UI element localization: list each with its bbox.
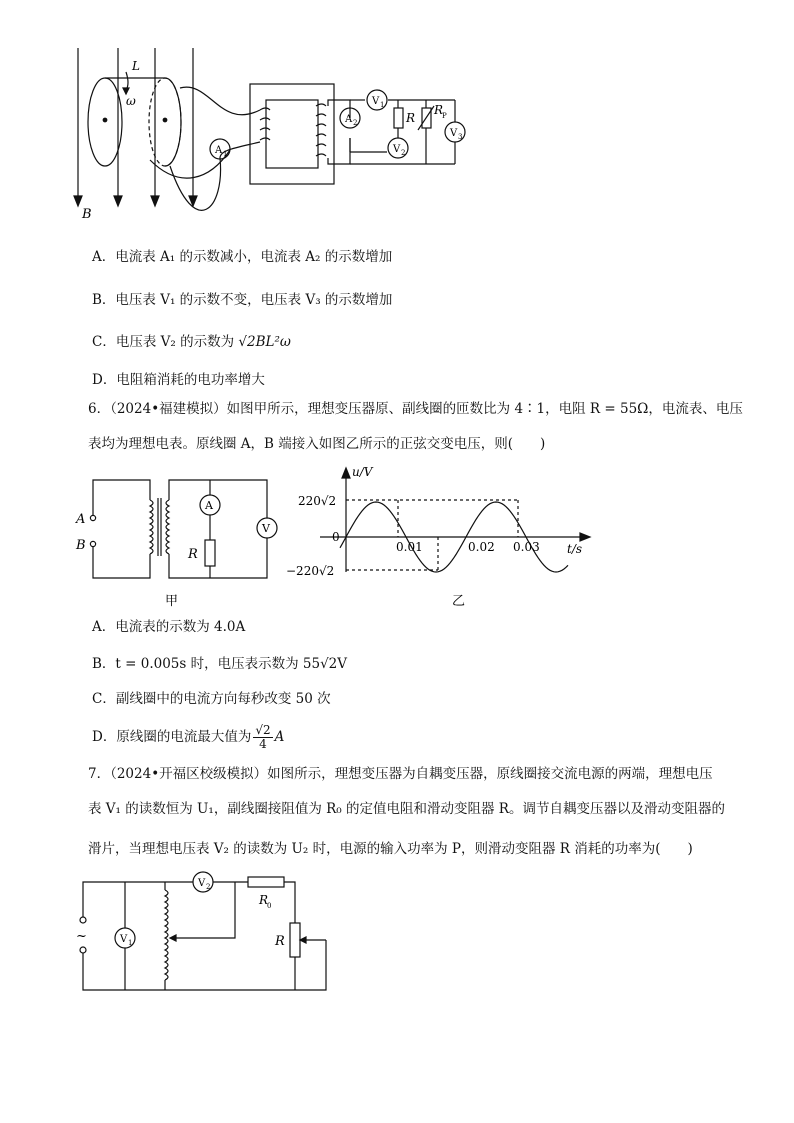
q5-label-L: L [132,59,140,73]
q5-label-R: R [406,111,416,125]
q6-option-d-fraction [253,724,272,751]
q6-label-R: R [188,547,198,562]
q6-label-t1: 0.01 [396,540,423,554]
q6-figure-yi [280,462,600,610]
q6-label-t2: 0.02 [468,540,495,554]
q6-option-d-numerator: √2 [255,723,271,737]
q5-label-V2: V [393,144,401,155]
q6-option-d-text: D．原线圈的电流最大值为 [92,729,252,745]
q6-caption-yi: 乙 [452,594,466,609]
q6-label-u-axis: u/V [352,465,373,479]
q6-option-d-unit: A [274,729,285,745]
q6-label-zero: 0 [332,530,340,544]
q6-label-A: A [76,512,86,527]
q5-label-V3-sub: 3 [458,133,463,141]
q5-figure [60,40,480,240]
q5-label-omega: ω [126,94,136,108]
q6-option-d [92,722,284,752]
q5-option-c-text: C．电压表 V₂ 的示数为 [92,334,239,350]
q6-label-y-max: 220√2 [298,494,337,508]
q5-label-V2-sub: 2 [401,149,406,157]
q7-label-V1: V [120,934,128,945]
q5-label-Rp: R [434,103,444,117]
q6-label-ammeter: A [205,499,213,512]
q5-label-V1-sub: 1 [380,101,385,109]
q5-option-a: A．电流表 A₁ 的示数减小，电流表 A₂ 的示数增加 [92,249,393,265]
q6-figure-jia [70,470,290,610]
q7-label-ac: ~ [76,929,87,944]
q7-label-R0-sub: 0 [267,902,272,910]
q7-label-R: R [275,934,285,949]
q5-label-Rp-sub: P [442,112,447,120]
q5-label-A2-sub: 2 [353,119,358,127]
q7-stem-line1: 7．（2024•开福区校级模拟）如图所示，理想变压器为自耦变压器，原线圈接交流电源的两端，理想电压 [88,766,713,782]
q6-option-c: C．副线圈中的电流方向每秒改变 50 次 [92,691,331,707]
q7-stem-line2: 表 V₁ 的读数恒为 U₁，副线圈接阻值为 R₀ 的定值电阻和滑动变阻器 R。调节自耦变压器以及滑动变阻器的 [88,801,725,817]
q6-label-t-axis: t/s [567,542,583,556]
q6-label-B: B [76,538,86,553]
q5-option-c-formula: √2BL²ω [238,334,291,350]
q5-option-c [92,333,291,351]
q6-option-b: B．t = 0.005s 时，电压表示数为 55√2V [92,656,348,672]
q7-label-V2-sub: 2 [206,883,211,891]
q6-label-y-min: −220√2 [286,564,335,578]
q6-label-t3: 0.03 [513,540,540,554]
q5-label-A2: A [345,114,353,125]
q5-label-A1-sub: 1 [223,150,228,158]
q5-label-V1: V [372,96,380,107]
q5-label-V3: V [450,128,458,139]
q6-stem-line2: 表均为理想电表。原线圈 A，B 端接入如图乙所示的正弦交变电压，则( ) [88,436,546,452]
q7-stem-line3: 滑片，当理想电压表 V₂ 的读数为 U₂ 时，电源的输入功率为 P，则滑动变阻器 R 消耗的功率为( ) [88,841,693,857]
q6-option-d-denominator: 4 [259,737,267,751]
q6-label-voltmeter: V [262,522,270,535]
q7-figure [70,870,340,1000]
q6-option-a: A．电流表的示数为 4.0A [92,619,246,635]
q7-label-V1-sub: 1 [128,939,133,947]
q5-option-d: D．电阻箱消耗的电功率增大 [92,372,265,388]
q5-label-B: B [82,207,92,222]
q6-caption-jia: 甲 [165,594,179,609]
q7-label-V2: V [198,878,206,889]
q5-option-b: B．电压表 V₁ 的示数不变，电压表 V₃ 的示数增加 [92,292,393,308]
q6-stem-line1: 6．（2024•福建模拟）如图甲所示，理想变压器原、副线圈的匝数比为 4∶1，电阻 R = 55Ω，电流表、电压 [88,401,743,417]
q5-label-A1: A [215,145,223,156]
q7-label-R0: R [259,893,269,907]
